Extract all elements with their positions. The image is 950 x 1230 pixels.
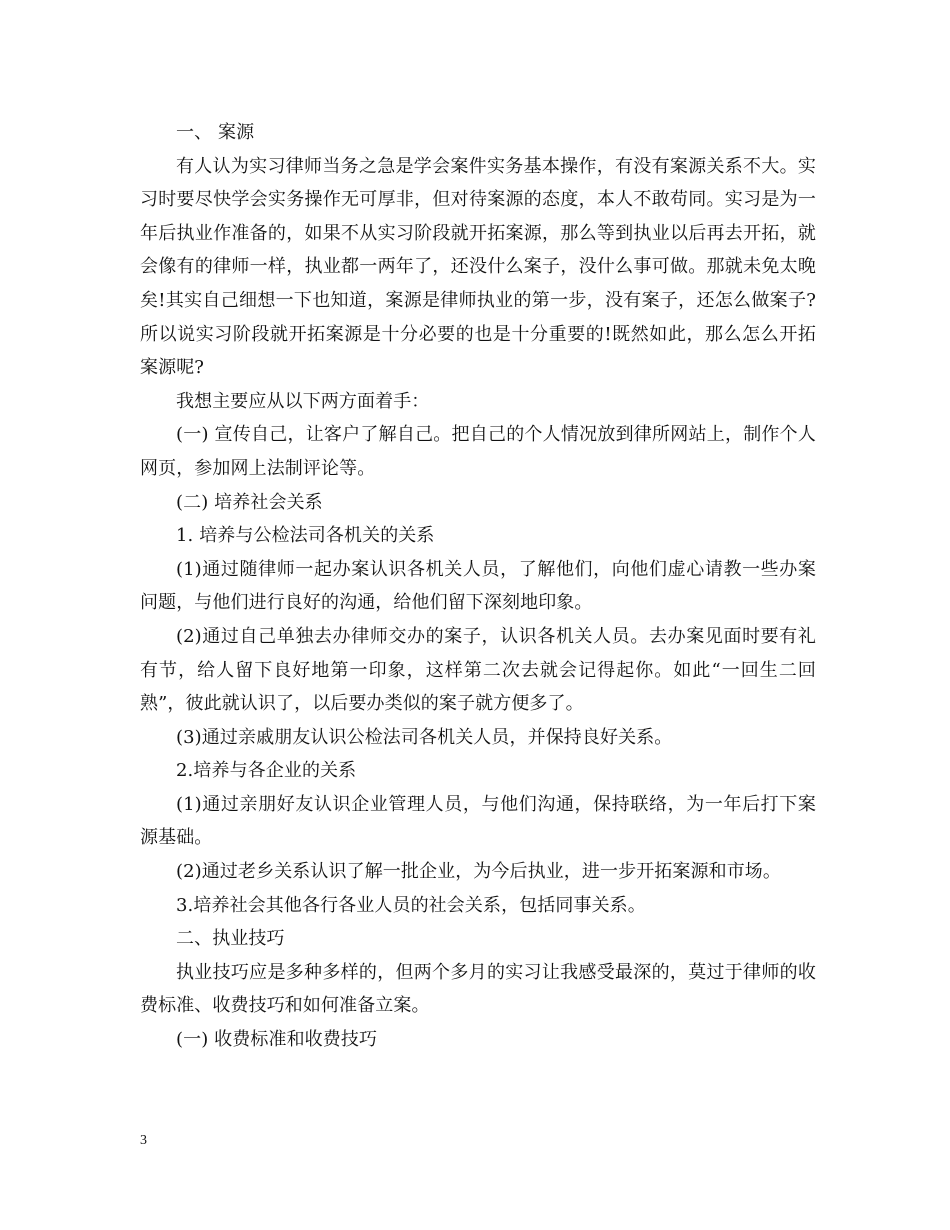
subheading-authorities-relations: 1. 培养与公检法司各机关的关系 <box>176 525 435 547</box>
paragraph-case-source-intro: 有人认为实习律师当务之急是学会案件实务基本操作，有没有案源关系不大。实习时要尽快学会实务操作无可厚非，但对待案源的态度，本人不敢苟同。实习是为一年后执业作准备的，如果不从实习阶段就开拓案源，那么等到执业以后再去开拓，就会像有的律师一样，执业都一两年了，还没什么案子，没什么事可做。那就未免太晚矣!其实自己细想一下也知道，案源是律师执业的第一步，没有案子，还怎么做案子?所以说实习阶段就开拓案源是十分必要的也是十分重要的!既然如此，那么怎么开拓案源呢? <box>140 155 816 379</box>
section-heading-case-source: 一、 案源 <box>176 122 255 143</box>
page-number: 3 <box>140 1133 147 1148</box>
paragraph-other-relations: 3.培养社会其他各行各业人员的社会关系，包括同事关系。 <box>176 894 646 916</box>
document-body <box>140 116 816 1057</box>
section-heading-practice-skills: 二、执业技巧 <box>176 928 285 950</box>
list-item-enterprise-2: (2)通过老乡关系认识了解一批企业，为今后执业，进一步开拓案源和市场。 <box>176 861 781 883</box>
paragraph-promote-self: (一) 宣传自己，让客户了解自己。把自己的个人情况放到律所网站上，制作个人网页，参加网上法制评论等。 <box>140 424 816 479</box>
list-item-authorities-1: (1)通过随律师一起办案认识各机关人员，了解他们，向他们虚心请教一些办案问题，与他们进行良好的沟通，给他们留下深刻地印象。 <box>140 558 816 614</box>
subheading-social-relations: (二) 培养社会关系 <box>176 491 323 513</box>
list-item-authorities-3: (3)通过亲戚朋友认识公检法司各机关人员，并保持良好关系。 <box>176 726 673 748</box>
list-item-authorities-2: (2)通过自己单独去办律师交办的案子，认识各机关人员。去办案见面时要有礼有节，给人留下良好地第一印象，这样第二次去就会记得起你。如此“一回生二回熟”，彼此就认识了，以后要办类似的案子就方便多了。 <box>140 625 816 715</box>
list-item-enterprise-1: (1)通过亲朋好友认识企业管理人员，与他们沟通，保持联络，为一年后打下案源基础。 <box>140 793 816 849</box>
subheading-fee-standards: (一) 收费标准和收费技巧 <box>176 1029 378 1051</box>
paragraph-two-aspects: 我想主要应从以下两方面着手： <box>176 390 430 412</box>
paragraph-practice-skills-intro: 执业技巧应是多种多样的，但两个多月的实习让我感受最深的，莫过于律师的收费标准、收费技巧和如何准备立案。 <box>140 961 816 1017</box>
subheading-enterprise-relations: 2.培养与各企业的关系 <box>176 760 357 782</box>
